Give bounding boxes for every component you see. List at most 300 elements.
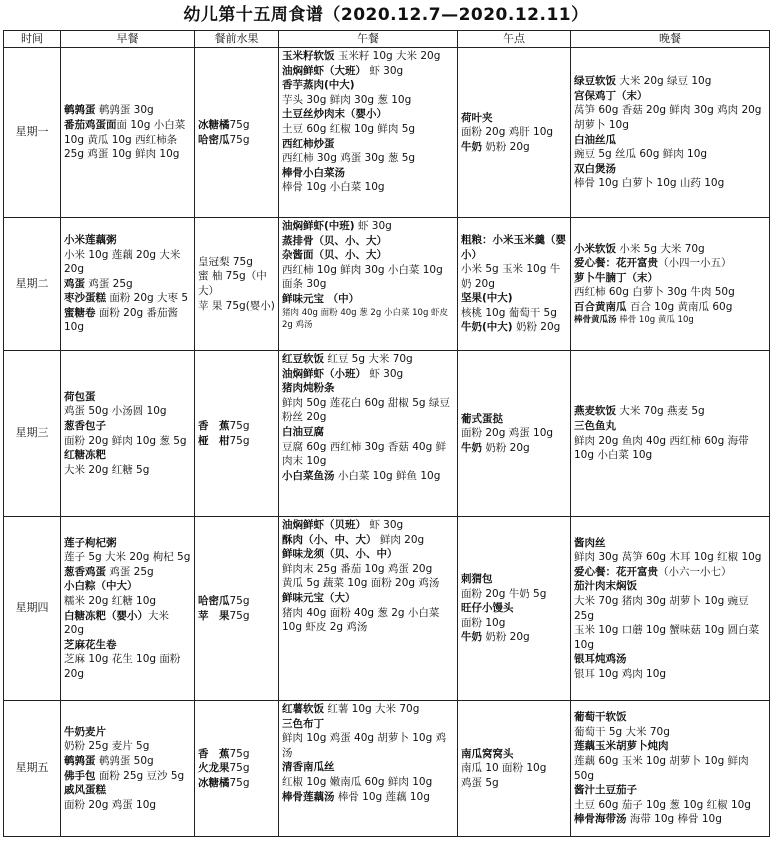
menu-item: [282, 381, 454, 396]
menu-item: [574, 783, 766, 798]
dish-ingredients: 75g: [229, 762, 250, 775]
dish-name: 莲子枸杞粥: [64, 536, 117, 549]
header-row: [4, 31, 770, 48]
dish-name: 番茄鸡蛋面: [64, 118, 117, 131]
dish-name: 猪肉炖粉条: [282, 382, 335, 395]
menu-item: [574, 594, 766, 623]
dish-name: 西红柿炒蛋: [282, 137, 335, 150]
dish-ingredients: 红薯 10g 大米 70g: [324, 703, 420, 715]
dish-name: 蒸排骨（贝、小、大）: [282, 234, 387, 247]
menu-item: [198, 299, 275, 314]
menu-item: [461, 233, 567, 262]
dish-name: 桠 柑: [198, 434, 230, 447]
dish-ingredients: 奶粉 20g: [482, 441, 530, 454]
dish-name: 鹌鹑蛋: [64, 104, 96, 117]
dish-ingredients: （小四一小五）: [658, 257, 732, 270]
dish-name: 荷包蛋: [64, 390, 96, 403]
dish-name: 刺猬包: [461, 573, 493, 586]
dish-ingredients: 面 10g 小白菜 10g 黄瓜 10g 西红柿条 25g 鸡蛋 10g 鲜肉 10g: [64, 118, 186, 161]
dish-name: 冰糖橘: [198, 776, 230, 789]
menu-item: [574, 623, 766, 652]
menu-item: [282, 107, 454, 122]
snack-cell: [458, 351, 571, 517]
dish-ingredients: 大米 70g 燕麦 5g: [616, 405, 705, 418]
dish-ingredients: 面粉 25g 豆沙 5g: [95, 769, 185, 782]
menu-item: [282, 533, 454, 548]
dish-name: 酥肉（小、中、大）: [282, 533, 377, 546]
snack-cell: [458, 517, 571, 701]
dish-ingredients: 小米 5g 大米 70g: [616, 242, 705, 255]
header-dinner: 晚餐: [571, 31, 770, 48]
dish-name: 莲藕玉米胡萝卜炖肉: [574, 740, 669, 753]
dish-name: 酱肉丝: [574, 536, 606, 549]
day-label: 星期三: [4, 351, 61, 517]
menu-item: [282, 219, 454, 234]
menu-item: [282, 367, 454, 382]
menu-table: [3, 30, 770, 837]
menu-item: [574, 300, 766, 315]
fruit-cell: [195, 517, 279, 701]
dish-ingredients: 鹌鹑蛋 50g: [95, 754, 154, 767]
dish-name: 棒骨小白菜汤: [282, 166, 345, 179]
menu-item: [574, 176, 766, 191]
breakfast-cell: [61, 218, 195, 351]
dish-ingredients: 小米 5g 玉米 10g 牛奶 20g: [461, 263, 561, 290]
menu-item: [282, 234, 454, 249]
menu-item: [574, 725, 766, 740]
menu-item: [282, 49, 454, 64]
dish-ingredients: 75g: [229, 118, 250, 131]
menu-item: [574, 133, 766, 148]
menu-item: [198, 269, 275, 298]
menu-item: [282, 760, 454, 775]
dish-name: 枣沙蛋糕: [64, 292, 106, 305]
menu-item: [282, 606, 454, 635]
menu-item: [282, 775, 454, 790]
dish-name: 佛手包: [64, 769, 96, 782]
dish-name: 戚风蛋糕: [64, 784, 106, 797]
lunch-cell: [279, 351, 458, 517]
menu-item: [64, 769, 191, 784]
menu-item: [198, 133, 275, 148]
dish-ingredients: 大米 70g 猪肉 30g 胡萝卜 10g 豌豆 25g: [574, 594, 749, 622]
dish-name: 爱心餐：花开富贵: [574, 565, 658, 578]
day-row: [4, 701, 770, 837]
dish-ingredients: 75g: [229, 419, 250, 432]
dish-ingredients: 棒骨 10g 莲藕 10g: [334, 790, 430, 803]
header-snack: 午点: [458, 31, 571, 48]
menu-item: [461, 601, 567, 616]
dish-name: 三色鱼丸: [574, 419, 616, 432]
dish-ingredients: 猪肉 40g 面粉 40g 葱 2g 小白菜 10g 虾皮 2g 鸡汤: [282, 606, 440, 634]
dish-ingredients: 大米 20g 绿豆 10g: [616, 75, 712, 88]
menu-item: [574, 579, 766, 594]
dish-ingredients: 西红柿 30g 鸡蛋 30g 葱 5g: [282, 152, 416, 165]
dish-ingredients: 虾 30g: [366, 64, 404, 77]
menu-item: [64, 725, 191, 740]
dish-ingredients: 豌豆 5g 丝瓜 60g 鲜肉 10g: [574, 148, 708, 161]
day-row: [4, 351, 770, 517]
dish-name: 香 蕉: [198, 747, 230, 760]
dish-ingredients: 银耳 10g 鸡肉 10g: [574, 667, 667, 680]
menu-item: [64, 739, 191, 754]
dish-name: 三色布丁: [282, 717, 324, 730]
dish-name: 燕麦软饭: [574, 405, 616, 418]
dish-ingredients: 鲜肉 10g 鸡蛋 40g 胡萝卜 10g 鸡汤: [282, 732, 447, 759]
dish-name: 南瓜窝窝头: [461, 747, 514, 760]
menu-item: [198, 419, 275, 434]
menu-item: [574, 739, 766, 754]
dish-name: 宫保鸡丁（末）: [574, 89, 648, 102]
dish-ingredients: 面粉 20g 大枣 5: [106, 292, 189, 305]
menu-item: [282, 425, 454, 440]
dish-name: 白油豆腐: [282, 425, 324, 438]
menu-item: [574, 256, 766, 271]
dish-ingredients: 蜜 柚 75g（中大）: [198, 270, 267, 297]
header-lunch: 午餐: [279, 31, 458, 48]
dish-ingredients: 面粉 10g: [461, 616, 506, 629]
menu-item: [282, 180, 454, 195]
dish-ingredients: 芝麻 10g 花生 10g 面粉 20g: [64, 653, 181, 680]
dish-ingredients: 土豆 60g 红椒 10g 鲜肉 5g: [282, 122, 416, 135]
menu-item: [282, 137, 454, 152]
dish-name: 哈密瓜: [198, 594, 230, 607]
dish-ingredients: 奶粉 20g: [482, 140, 530, 153]
menu-item: [461, 320, 567, 335]
menu-item: [461, 426, 567, 441]
dish-ingredients: 面粉 20g 鸡蛋 10g: [64, 798, 157, 811]
menu-item: [64, 390, 191, 405]
menu-item: [198, 434, 275, 449]
menu-item: [461, 262, 567, 291]
dish-name: 双白煲汤: [574, 162, 616, 175]
dish-name: 白糖冻粑（婴小）: [64, 609, 148, 622]
dish-name: 牛奶(中大): [461, 321, 513, 334]
dish-name: 小米软饭: [574, 242, 616, 255]
dish-ingredients: 西红柿 60g 白萝卜 30g 牛肉 50g: [574, 286, 735, 299]
menu-item: [64, 103, 191, 118]
menu-item: [461, 747, 567, 762]
menu-item: [282, 263, 454, 292]
dish-name: 牛奶: [461, 140, 482, 153]
menu-item: [461, 412, 567, 427]
dish-ingredients: 苹 果 75g(婴小): [198, 299, 275, 312]
header-fruit: 餐前水果: [195, 31, 279, 48]
menu-item: [574, 536, 766, 551]
menu-item: [282, 122, 454, 137]
dish-name: 苹 果: [198, 609, 230, 622]
dish-ingredients: 面粉 20g 鲜肉 10g 葱 5g: [64, 434, 187, 447]
menu-item: [461, 111, 567, 126]
dish-ingredients: 奶粉 20g: [482, 631, 530, 644]
dish-name: 油焖鲜虾（贝班）: [282, 519, 366, 531]
dish-ingredients: 虾 30g: [366, 367, 404, 380]
dish-ingredients: 鲜肉 50g 莲花白 60g 甜椒 5g 绿豆粉丝 20g: [282, 396, 450, 424]
dish-name: 鸡蛋: [64, 277, 85, 290]
dish-ingredients: 葡萄干 5g 大米 70g: [574, 725, 670, 738]
menu-item: [461, 587, 567, 602]
menu-item: [461, 125, 567, 140]
menu-item: [574, 434, 766, 463]
dish-name: 粗粮：小米玉米羹（婴小）: [461, 233, 566, 261]
menu-item: [461, 441, 567, 456]
dish-ingredients: 莴笋 60g 香菇 20g 鲜肉 30g 鸡肉 20g 胡萝卜 10g: [574, 104, 762, 131]
breakfast-cell: [61, 517, 195, 701]
dish-ingredients: 莲藕 60g 玉米 10g 胡萝卜 10g 鲜肉 50g: [574, 754, 749, 782]
dinner-cell: [571, 48, 770, 218]
dish-ingredients: 黄瓜 5g 蔬菜 10g 面粉 20g 鸡汤: [282, 577, 440, 590]
menu-item: [282, 78, 454, 93]
dish-ingredients: 鲜肉 30g 莴笋 60g 木耳 10g 红椒 10g: [574, 551, 762, 564]
menu-item: [64, 565, 191, 580]
menu-item: [64, 652, 191, 681]
dish-name: 香芋蒸肉(中大): [282, 79, 355, 92]
menu-item: [282, 396, 454, 425]
dish-name: 百合黄南瓜: [574, 300, 627, 313]
menu-item: [574, 147, 766, 162]
menu-item: [574, 652, 766, 667]
day-label: 星期一: [4, 48, 61, 218]
dish-name: 酱汁土豆茄子: [574, 784, 637, 797]
dish-ingredients: 玉米籽 10g 大米 20g: [334, 50, 441, 62]
dish-name: 棒骨莲藕汤: [282, 790, 335, 803]
dish-ingredients: 小白菜 10g 鲜鱼 10g: [334, 469, 441, 482]
menu-item: [574, 565, 766, 580]
dish-name: 葱香鸡蛋: [64, 565, 106, 578]
menu-item: [198, 609, 275, 624]
fruit-cell: [195, 351, 279, 517]
menu-item: [574, 74, 766, 89]
dish-ingredients: 豆腐 60g 西红柿 30g 香菇 40g 鲜肉末 10g: [282, 440, 447, 468]
menu-item: [461, 140, 567, 155]
dish-ingredients: 鲜肉 20g 鱼肉 40g 西红柿 60g 海带 10g 小白菜 10g: [574, 434, 749, 462]
day-row: [4, 48, 770, 218]
menu-item: [461, 776, 567, 791]
dish-name: 牛奶: [461, 441, 482, 454]
dish-ingredients: 鹌鹑蛋 30g: [95, 104, 154, 117]
menu-item: [574, 812, 766, 827]
menu-item: [574, 667, 766, 682]
dish-ingredients: 虾 30g: [354, 220, 392, 232]
dish-name: 鹌鹑蛋: [64, 754, 96, 767]
menu-item: [198, 255, 275, 270]
dish-name: 银耳炖鸡汤: [574, 653, 627, 666]
menu-item: [64, 783, 191, 798]
menu-item: [282, 352, 454, 367]
dish-name: 小白粽（中大）: [64, 580, 138, 593]
menu-item: [64, 248, 191, 277]
menu-item: [64, 434, 191, 449]
dish-ingredients: 奶粉 25g 麦片 5g: [64, 740, 150, 753]
dish-ingredients: 鸡蛋 5g: [461, 776, 499, 789]
menu-item: [282, 307, 454, 331]
dish-ingredients: 皇冠梨 75g: [198, 255, 253, 268]
header-breakfast: 早餐: [61, 31, 195, 48]
menu-item: [282, 292, 454, 307]
header-time: 时间: [4, 31, 61, 48]
dinner-cell: [571, 218, 770, 351]
dish-ingredients: 鲜肉末 25g 番茄 10g 鸡蛋 20g: [282, 562, 433, 575]
dish-ingredients: 大米 20g: [64, 609, 169, 637]
dish-ingredients: 红豆 5g 大米 70g: [324, 353, 413, 365]
dish-ingredients: 西红柿 10g 鲜肉 30g 小白菜 10g 面条 30g: [282, 263, 443, 291]
menu-item: [574, 271, 766, 286]
menu-item: [282, 790, 454, 805]
dish-ingredients: 鸡蛋 25g: [85, 277, 133, 290]
menu-item: [282, 166, 454, 181]
dish-ingredients: 鲜肉 20g: [376, 533, 425, 546]
menu-item: [282, 440, 454, 469]
dish-ingredients: 75g: [229, 434, 250, 447]
menu-item: [461, 616, 567, 631]
menu-item: [282, 731, 454, 760]
menu-item: [574, 710, 766, 725]
menu-item: [64, 594, 191, 609]
menu-item: [64, 404, 191, 419]
menu-item: [461, 291, 567, 306]
dish-name: 红糖冻粑: [64, 449, 106, 462]
day-label: 星期二: [4, 218, 61, 351]
dish-name: 香 蕉: [198, 419, 230, 432]
snack-cell: [458, 48, 571, 218]
menu-item: [574, 754, 766, 783]
dish-ingredients: 鸡蛋 50g 小汤圆 10g: [64, 405, 167, 418]
menu-title: 幼儿第十五周食谱（2020.12.7—2020.12.11）: [183, 5, 589, 25]
dish-ingredients: 芋头 30g 鲜肉 30g 葱 10g: [282, 93, 412, 106]
dish-name: 蜜糖卷: [64, 306, 96, 319]
dish-name: 鲜味龙须（贝、小、中）: [282, 548, 398, 561]
fruit-cell: [195, 218, 279, 351]
dish-name: 鲜味元宝（大）: [282, 591, 356, 604]
dish-ingredients: 红椒 10g 嫩南瓜 60g 鲜肉 10g: [282, 775, 433, 788]
dish-name: 旺仔小馒头: [461, 602, 514, 615]
dish-name: 棒骨黄瓜汤: [574, 315, 617, 326]
menu-item: [574, 798, 766, 813]
dish-ingredients: 大米 20g 红糖 5g: [64, 463, 150, 476]
menu-item: [64, 277, 191, 292]
menu-item: [282, 151, 454, 166]
day-row: [4, 517, 770, 701]
menu-item: [198, 776, 275, 791]
dish-name: 油焖鲜虾（大班）: [282, 64, 366, 77]
dish-name: 绿豆软饭: [574, 75, 616, 88]
menu-item: [461, 572, 567, 587]
dish-name: 荷叶夹: [461, 111, 493, 124]
dish-name: 哈密瓜: [198, 133, 230, 146]
menu-item: [64, 448, 191, 463]
dish-name: 油焖鲜虾(中班): [282, 220, 355, 232]
dish-ingredients: 面粉 20g 牛奶 5g: [461, 587, 547, 600]
dish-ingredients: 面粉 20g 番茄酱 10g: [64, 306, 179, 334]
dish-ingredients: 面粉 20g 鸡肝 10g: [461, 126, 554, 139]
menu-item: [282, 248, 454, 263]
menu-item: [574, 550, 766, 565]
dish-name: 小米莲藕粥: [64, 233, 117, 246]
dish-name: 白油丝瓜: [574, 133, 616, 146]
dish-ingredients: 小米 10g 莲藕 20g 大米 20g: [64, 248, 181, 276]
menu-item: [461, 761, 567, 776]
dish-name: 棒骨海带汤: [574, 813, 627, 826]
menu-item: [64, 233, 191, 248]
menu-item: [282, 93, 454, 108]
day-label: 星期四: [4, 517, 61, 701]
menu-item: [282, 702, 454, 717]
dish-name: 鲜味元宝 （中）: [282, 292, 360, 305]
dish-ingredients: 75g: [229, 747, 250, 760]
dish-ingredients: 面粉 20g 鸡蛋 10g: [461, 427, 554, 440]
dish-ingredients: 鸡蛋 25g: [106, 565, 154, 578]
menu-item: [64, 754, 191, 769]
fruit-cell: [195, 701, 279, 837]
dish-name: 茄汁肉末焖饭: [574, 580, 637, 593]
menu-item: [574, 242, 766, 257]
menu-item: [64, 638, 191, 653]
dish-ingredients: 虾 30g: [366, 519, 404, 531]
menu-item: [64, 579, 191, 594]
snack-cell: [458, 218, 571, 351]
lunch-cell: [279, 218, 458, 351]
dish-name: 清香南瓜丝: [282, 761, 335, 774]
menu-item: [574, 419, 766, 434]
breakfast-cell: [61, 48, 195, 218]
menu-item: [574, 162, 766, 177]
dish-ingredients: 核桃 10g 葡萄干 5g: [461, 306, 557, 319]
breakfast-cell: [61, 351, 195, 517]
snack-cell: [458, 701, 571, 837]
lunch-cell: [279, 48, 458, 218]
menu-item: [282, 576, 454, 591]
menu-item: [64, 306, 191, 335]
menu-item: [461, 630, 567, 645]
menu-item: [282, 591, 454, 606]
dish-ingredients: 奶粉 20g: [512, 321, 561, 334]
menu-item: [198, 747, 275, 762]
dish-ingredients: 南瓜 10 面粉 10g: [461, 762, 547, 775]
dish-name: 小白菜鱼汤: [282, 469, 335, 482]
menu-item: [198, 761, 275, 776]
lunch-cell: [279, 517, 458, 701]
menu-item: [282, 547, 454, 562]
dish-ingredients: 75g: [229, 594, 250, 607]
dinner-cell: [571, 351, 770, 517]
breakfast-cell: [61, 701, 195, 837]
dish-ingredients: 75g: [229, 776, 250, 789]
dish-ingredients: 猪肉 40g 面粉 40g 葱 2g 小白菜 10g 虾皮 2g 鸡汤: [282, 307, 449, 330]
dish-name: 土豆丝炒肉末（婴小）: [282, 108, 387, 121]
menu-item: [282, 562, 454, 577]
menu-item: [282, 64, 454, 79]
dish-ingredients: （小六一小七）: [658, 565, 732, 578]
dish-name: 油焖鲜虾（小班）: [282, 367, 366, 380]
dish-ingredients: 玉米 10g 口蘑 10g 蟹味菇 10g 圆白菜 10g: [574, 624, 760, 651]
menu-item: [574, 404, 766, 419]
dish-ingredients: 棒骨 10g 小白菜 10g: [282, 181, 385, 194]
dish-name: 杂酱面（贝、小、大）: [282, 249, 387, 262]
menu-item: [282, 469, 454, 484]
menu-item: [574, 285, 766, 300]
dish-ingredients: 百合 10g 黄南瓜 60g: [626, 300, 733, 313]
dish-name: 牛奶: [461, 631, 482, 644]
menu-item: [64, 798, 191, 813]
dish-name: 红豆软饭: [282, 353, 324, 365]
menu-item: [461, 306, 567, 321]
dish-name: 冰糖橘: [198, 118, 230, 131]
menu-item: [64, 550, 191, 565]
dish-ingredients: 75g: [229, 133, 250, 146]
dish-name: 红薯软饭: [282, 703, 324, 715]
menu-item: [574, 103, 766, 132]
lunch-cell: [279, 701, 458, 837]
